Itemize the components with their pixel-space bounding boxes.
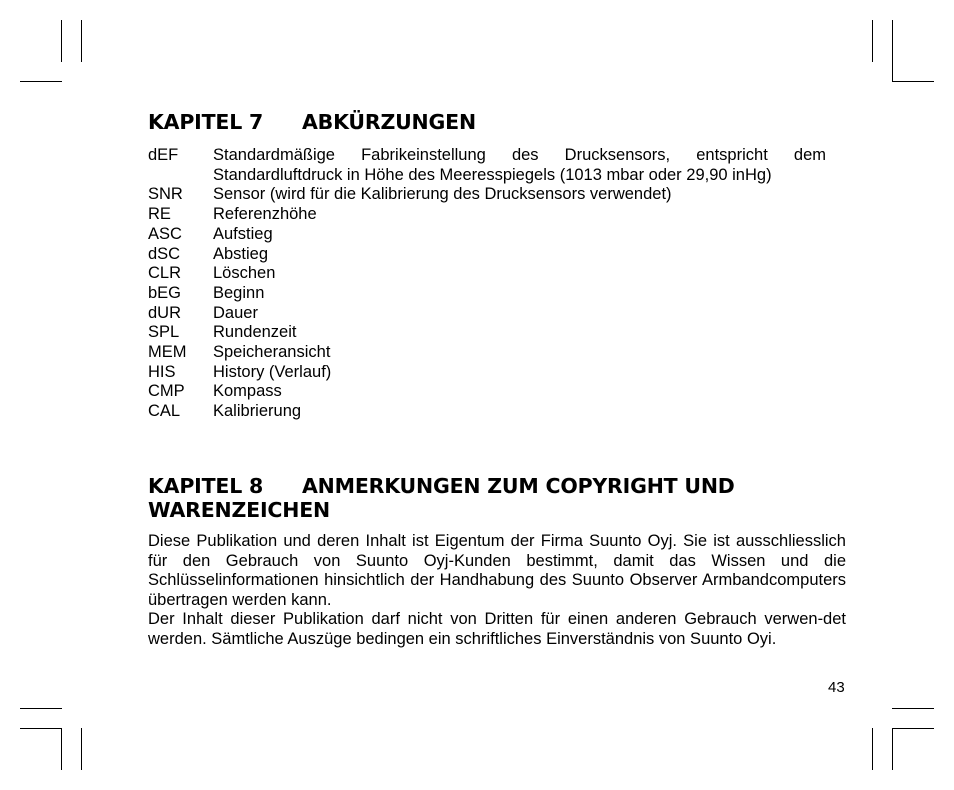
- abbreviation-code: SPL: [148, 323, 180, 342]
- abbreviation-meaning: Sensor (wird für die Kalibrierung des Drucksensors verwendet): [213, 185, 672, 204]
- chapter-8-heading: [148, 474, 848, 522]
- abbreviation-code: bEG: [148, 283, 182, 302]
- abbreviation-code: CLR: [148, 264, 182, 283]
- abbreviation-code: dEF: [148, 146, 179, 164]
- abbreviation-code: dSC: [148, 244, 181, 263]
- crop-mark: [81, 20, 82, 62]
- abbreviation-meaning: Dauer: [213, 303, 258, 322]
- abbreviation-row: [148, 205, 826, 225]
- abbreviation-meaning: Abstieg: [213, 244, 269, 263]
- crop-mark: [61, 728, 62, 770]
- abbreviation-meaning: Aufstieg: [213, 224, 273, 243]
- body-paragraph: Diese Publikation und deren Inhalt ist Eigentum der Firma Suunto Oyj. Sie ist ausschliesslich für den Gebrauch von Suunto Oyj-Kunden bestimmt, damit das Wissen und die Schlüsselinformationen hinsichtlich der Handhabung des Suunto Observer Armbandcomputers übertragen werden kann.: [148, 532, 846, 609]
- crop-mark: [61, 20, 62, 62]
- abbreviation-code: HIS: [148, 362, 176, 381]
- crop-mark: [872, 20, 873, 62]
- crop-mark: [892, 708, 934, 709]
- abbreviation-row: [148, 323, 826, 343]
- chapter-7-heading: [148, 110, 476, 134]
- abbreviation-meaning: Standardmäßige Fabrikeinstellung des Drucksensors, entspricht dem Standardluftdruck in Höhe des Meeresspiegels (1013 mbar oder 29,90 inHg): [213, 146, 826, 184]
- abbreviation-code: RE: [148, 205, 171, 224]
- abbreviation-meaning: Referenzhöhe: [213, 205, 317, 224]
- chapter-7-number: KAPITEL 7: [148, 110, 264, 134]
- chapter-8-title: ANMERKUNGEN ZUM COPYRIGHT UND WARENZEICHEN: [148, 474, 735, 522]
- crop-mark: [81, 728, 82, 770]
- abbreviation-code: MEM: [148, 343, 187, 362]
- abbreviation-row: [148, 304, 826, 324]
- crop-mark: [892, 20, 893, 82]
- abbreviation-code: dUR: [148, 303, 182, 322]
- abbreviation-row: [148, 245, 826, 265]
- abbreviation-row: [148, 225, 826, 245]
- chapter-7-title: ABKÜRZUNGEN: [302, 110, 476, 134]
- abbreviation-meaning: Beginn: [213, 283, 265, 302]
- crop-mark: [892, 81, 934, 82]
- abbreviation-row: [148, 185, 826, 205]
- abbreviation-code: ASC: [148, 224, 182, 243]
- chapter-8-body: [148, 532, 846, 650]
- abbreviation-row: [148, 343, 826, 363]
- crop-mark: [892, 728, 893, 770]
- abbreviation-meaning: Löschen: [213, 264, 276, 283]
- abbreviation-meaning: History (Verlauf): [213, 362, 332, 381]
- crop-mark: [892, 728, 934, 729]
- abbreviation-row: [148, 382, 826, 402]
- abbreviation-row: [148, 264, 826, 284]
- abbreviation-meaning: Speicheransicht: [213, 343, 331, 362]
- abbreviation-list: [148, 146, 826, 422]
- chapter-8-number: KAPITEL 8: [148, 474, 264, 498]
- abbreviation-meaning: Kompass: [213, 382, 282, 401]
- abbreviation-meaning: Rundenzeit: [213, 323, 297, 342]
- abbreviation-code: CMP: [148, 382, 185, 401]
- abbreviation-row: [148, 284, 826, 304]
- abbreviation-code: CAL: [148, 402, 181, 421]
- abbreviation-meaning: Kalibrierung: [213, 402, 302, 421]
- abbreviation-row: [148, 146, 826, 185]
- abbreviation-row: [148, 402, 826, 422]
- abbreviation-code: SNR: [148, 185, 183, 204]
- abbreviation-row: [148, 363, 826, 383]
- body-paragraph: Der Inhalt dieser Publikation darf nicht von Dritten für einen anderen Gebrauch verwen-det werden. Sämtliche Auszüge bedingen ein schriftliches Einverständnis von Suunto Oyi.: [148, 610, 846, 648]
- crop-mark: [872, 728, 873, 770]
- crop-mark: [20, 81, 62, 82]
- crop-mark: [20, 728, 62, 729]
- crop-mark: [20, 708, 62, 709]
- page-number: 43: [828, 679, 845, 696]
